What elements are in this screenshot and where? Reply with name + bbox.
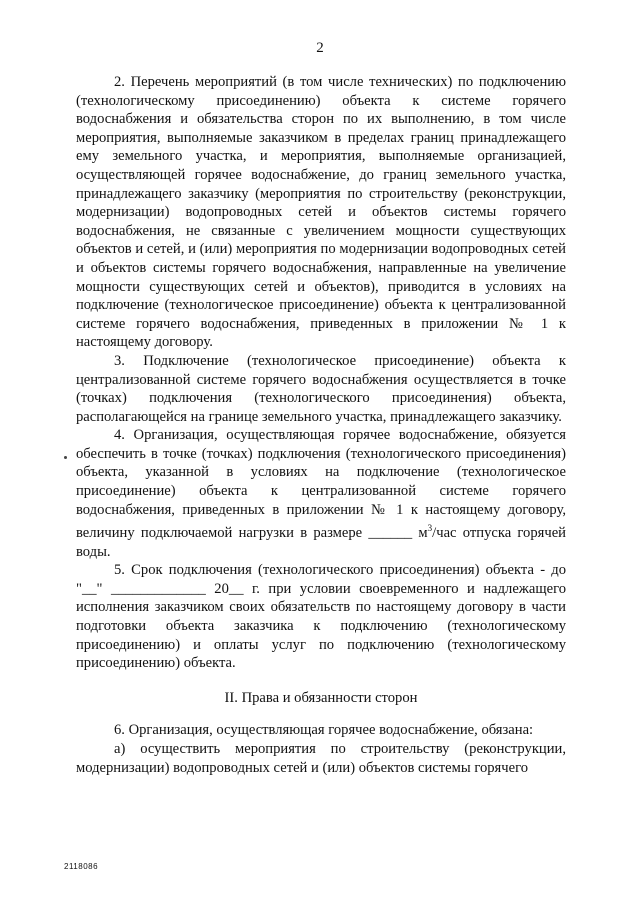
document-body bbox=[76, 73, 566, 777]
scan-mark bbox=[64, 456, 67, 459]
footer-code: 2118086 bbox=[64, 862, 99, 871]
section-heading: II. Права и обязанности сторон bbox=[224, 689, 418, 706]
paragraph-4-tail: /час отпуска горячей воды. bbox=[76, 525, 566, 560]
paragraph-6: 6. Организация, осуществляющая горячее водоснабжение, обязана: bbox=[114, 722, 534, 739]
paragraph-6a: а) осуществить мероприятия по строительству (реконструкции, модернизации) водопроводных сетей и (или) объектов системы горячего bbox=[76, 741, 566, 776]
page-number: 2 bbox=[316, 40, 324, 56]
paragraph-4-text: 4. Организация, осуществляющая горячее водоснабжение, обязуется обеспечить в точке (точках) подключения (технологического присоединения) объекта, указанной в условиях на подключение (технологическое присоединение) объекта к централизованной системе горячего водоснабжения, приведенных в приложении № 1 к настоящему договору, величину подключаемой нагрузки в размере ______ м bbox=[76, 427, 566, 542]
cubic-superscript: 3 bbox=[427, 523, 433, 534]
paragraph-2: 2. Перечень мероприятий (в том числе технических) по подключению (технологическому присоединению) объекта к системе горячего водоснабжения и обязательства сторон по их выполнению, в том числе мероприятия, выполняемые заказчиком в пределах границ принадлежащего ему земельного участка, и мероприятия, выполняемые организацией, осуществляющей горячее водоснабжение, до границ земельного участка, принадлежащего заказчику (мероприятия по строительству (реконструкции, модернизации) водопроводных сетей и объектов системы горячего водоснабжения, не связанные с увеличением мощности существующих объектов и сетей, и (или) мероприятия по модернизации водопроводных сетей и объектов системы горячего водоснабжения, направленные на увеличение мощности существующих сетей и объектов), приводится в условиях на подключение (технологическое присоединение) объекта к централизованной системе горячего водоснабжения, приведенных в приложении № 1 к настоящему договору. bbox=[76, 74, 566, 351]
paragraph-3: 3. Подключение (технологическое присоединение) объекта к централизованной системе горячего водоснабжения осуществляется в точке (точках) подключения (технологического присоединения) объекта, располагающейся на границе земельного участка, принадлежащего заказчику. bbox=[76, 352, 566, 425]
paragraph-5: 5. Срок подключения (технологического присоединения) объекта - до "__" _____________ 20__ г. при условии своевременного и надлежащего исполнения заказчиком своих обязательств по настоящему договору в части подготовки объекта заказчика к подключению (технологическому присоединению) и оплаты услуг по подключению (технологическому присоединению) объекта. bbox=[76, 562, 566, 672]
paragraph-4 bbox=[76, 426, 566, 561]
